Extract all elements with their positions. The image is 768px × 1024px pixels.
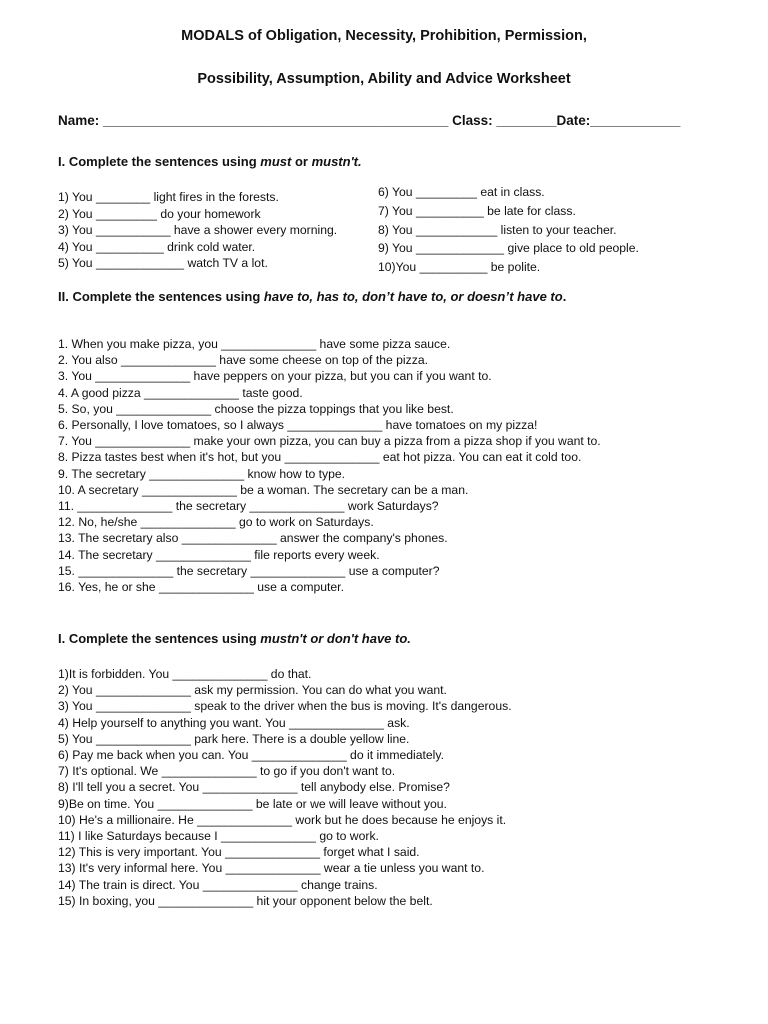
- exercise-item: 11) I like Saturdays because I ______________ go to work.: [58, 829, 379, 843]
- exercise-item: 7. You ______________ make your own pizza, you can buy a pizza from a pizza shop if you want to.: [58, 434, 601, 449]
- exercise-item: 6) You _________ eat in class.: [378, 185, 545, 199]
- section-1-heading: I. Complete the sentences using must or mustn't.: [58, 154, 362, 169]
- exercise-item: 10)You __________ be polite.: [378, 260, 541, 275]
- exercise-item: 2. You also ______________ have some cheese on top of the pizza.: [58, 353, 428, 368]
- exercise-item: 14. The secretary ______________ file reports every week.: [58, 547, 380, 562]
- exercise-item: 5) You _____________ watch TV a lot.: [58, 256, 268, 270]
- exercise-item: 7) It's optional. We ______________ to go if you don't want to.: [58, 764, 396, 779]
- exercise-item: 1. When you make pizza, you ______________ have some pizza sauce.: [58, 337, 451, 351]
- exercise-item: 9. The secretary ______________ know how to type.: [58, 466, 346, 481]
- exercise-item: 13. The secretary also ______________ answer the company's phones.: [58, 531, 448, 546]
- exercise-item: 10. A secretary ______________ be a woman. The secretary can be a man.: [58, 482, 469, 497]
- exercise-item: 4) You __________ drink cold water.: [58, 239, 256, 254]
- exercise-item: 1) You ________ light fires in the forests.: [58, 190, 279, 204]
- exercise-item: 9) You _____________ give place to old people.: [378, 241, 639, 256]
- section-3-heading: I. Complete the sentences using mustn't or don't have to.: [58, 631, 411, 646]
- exercise-item: 4. A good pizza ______________ taste good.: [58, 385, 303, 400]
- exercise-item: 5) You ______________ park here. There is a double yellow line.: [58, 731, 410, 746]
- exercise-item: 2) You ______________ ask my permission. You can do what you want.: [58, 683, 447, 698]
- exercise-item: 12) This is very important. You ______________ forget what I said.: [58, 845, 420, 860]
- exercise-item: 12. No, he/she ______________ go to work on Saturdays.: [58, 515, 374, 530]
- exercise-item: 8) You ____________ listen to your teacher.: [378, 222, 617, 237]
- exercise-item: 8. Pizza tastes best when it's hot, but you ______________ eat hot pizza. You can eat it cold too.: [58, 450, 582, 465]
- exercise-item: 9)Be on time. You ______________ be late or we will leave without you.: [58, 796, 447, 811]
- exercise-item: 14) The train is direct. You ______________ change trains.: [58, 877, 378, 892]
- exercise-item: 3. You ______________ have peppers on your pizza, but you can if you want to.: [58, 369, 492, 384]
- exercise-item: 8) I'll tell you a secret. You ______________ tell anybody else. Promise?: [58, 780, 450, 795]
- exercise-item: 3) You ______________ speak to the driver when the bus is moving. It's dangerous.: [58, 699, 512, 714]
- exercise-item: 4) Help yourself to anything you want. You ______________ ask.: [58, 715, 410, 730]
- exercise-item: 6. Personally, I love tomatoes, so I always ______________ have tomatoes on my pizza!: [58, 418, 538, 432]
- exercise-item: 2) You _________ do your homework: [58, 206, 261, 221]
- exercise-item: 1)It is forbidden. You ______________ do that.: [58, 667, 312, 681]
- exercise-item: 16. Yes, he or she ______________ use a computer.: [58, 580, 344, 594]
- exercise-item: 3) You ___________ have a shower every morning.: [58, 223, 338, 237]
- title-line-1: MODALS of Obligation, Necessity, Prohibition, Permission,: [181, 28, 587, 44]
- exercise-item: 6) Pay me back when you can. You ______________ do it immediately.: [58, 748, 444, 762]
- exercise-item: 5. So, you ______________ choose the pizza toppings that you like best.: [58, 401, 454, 416]
- name-class-date-fields: Name: ______________________________________________ Class: ________Date:____________: [58, 113, 681, 128]
- exercise-item: 7) You __________ be late for class.: [378, 203, 576, 218]
- exercise-item: 11. ______________ the secretary ______________ work Saturdays?: [58, 499, 439, 513]
- title-line-2: Possibility, Assumption, Ability and Advice Worksheet: [197, 71, 571, 87]
- exercise-item: 15. ______________ the secretary ______________ use a computer?: [58, 563, 440, 578]
- section-2-heading: II. Complete the sentences using have to, has to, don’t have to, or doesn’t have to.: [58, 289, 567, 304]
- exercise-item: 10) He's a millionaire. He ______________ work but he does because he enjoys it.: [58, 812, 507, 827]
- exercise-item: 15) In boxing, you ______________ hit your opponent below the belt.: [58, 893, 433, 908]
- exercise-item: 13) It's very informal here. You ______________ wear a tie unless you want to.: [58, 861, 485, 876]
